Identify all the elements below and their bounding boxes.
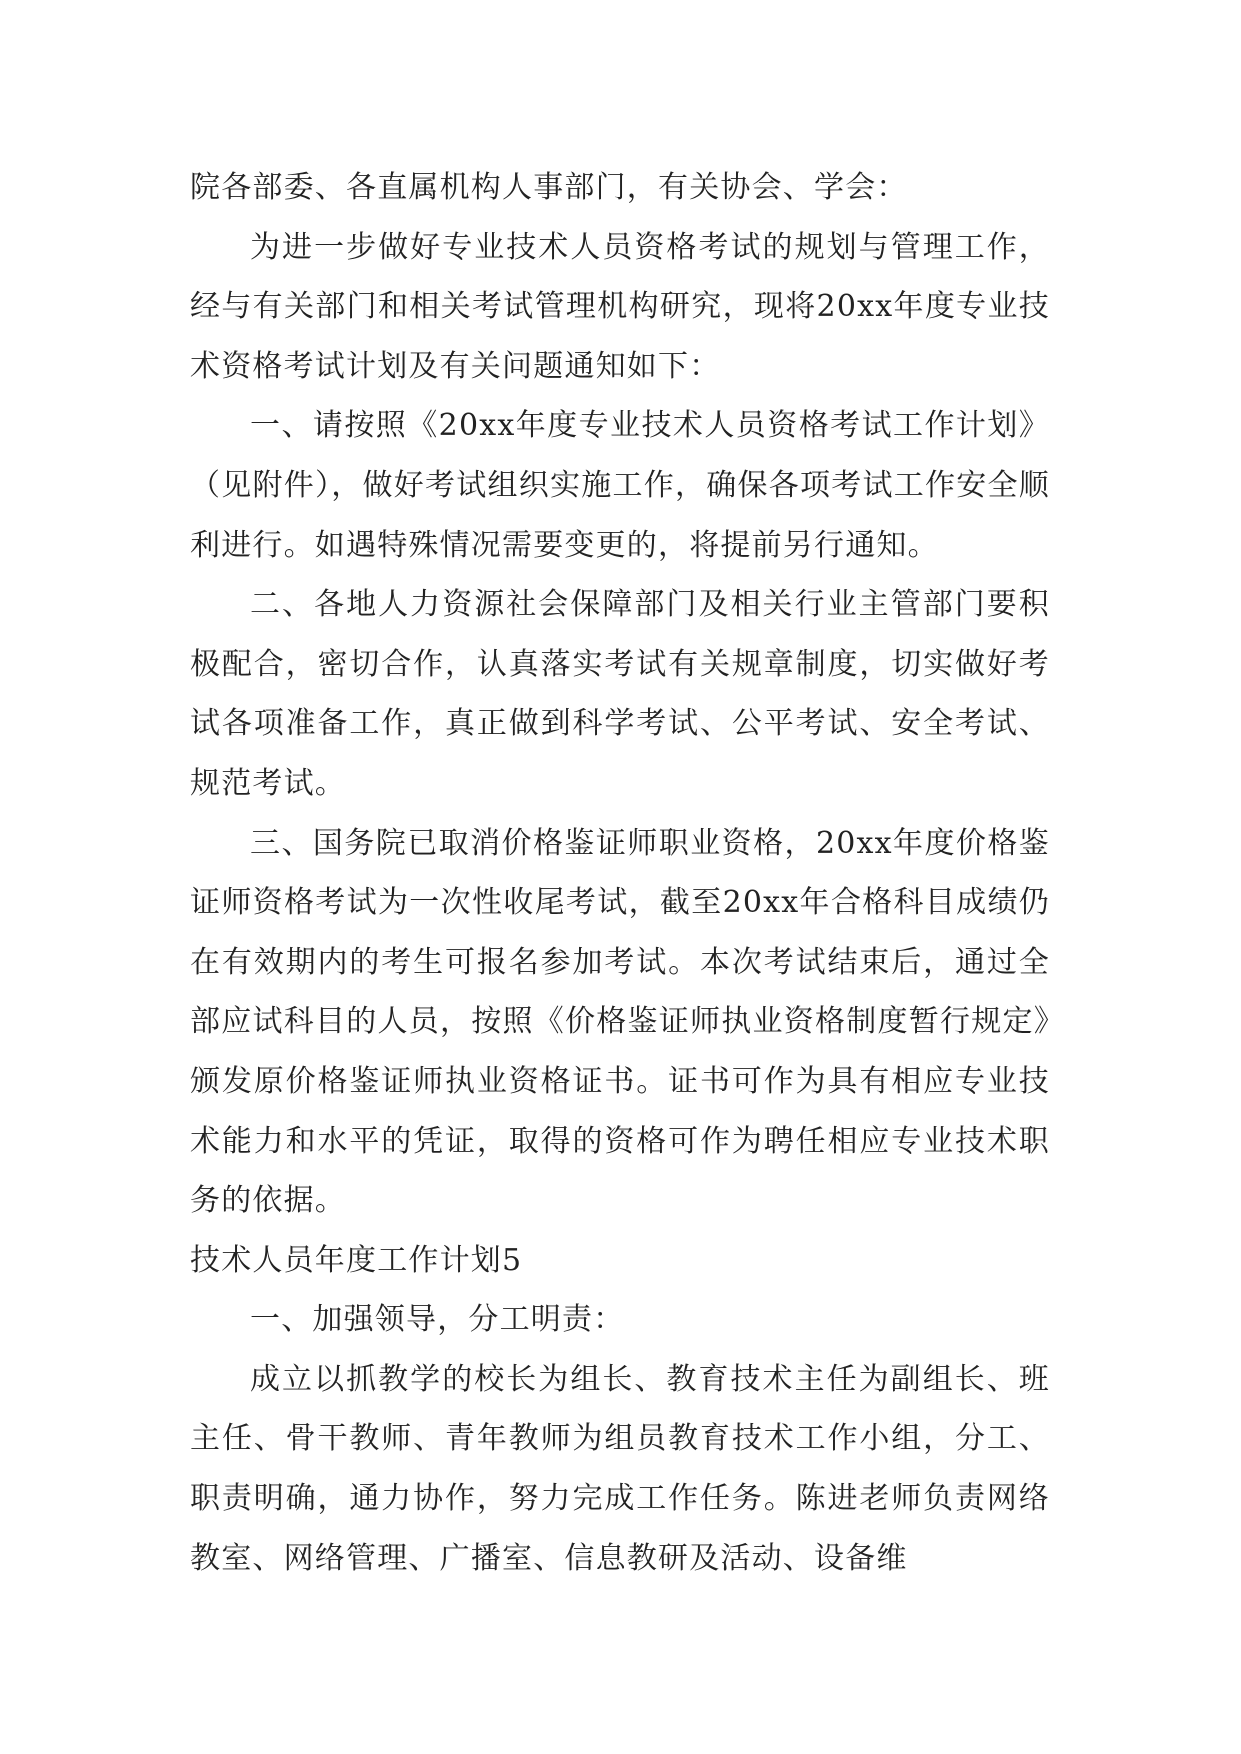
section-heading: 技术人员年度工作计划5 (190, 1242, 523, 1278)
salutation-paragraph: 院各部委、各直属机构人事部门，有关协会、学会： (190, 170, 908, 205)
body-paragraph-section: 成立以抓教学的校长为组长、教育技术主任为副组长、班主任、骨干教师、青年教师为组员教育技术工作小组，分工、职责明确，通力协作，努力完成工作任务。陈进老师负责网络教室、网络管理、广播室、信息教研及活动、设备维 (190, 1361, 1050, 1576)
body-paragraph-item-1: 一、请按照《20xx年度专业技术人员资格考试工作计划》（见附件），做好考试组织实施工作，确保各项考试工作安全顺利进行。如遇特殊情况需要变更的，将提前另行通知。 (190, 408, 1050, 563)
document-body (190, 158, 1050, 1588)
body-paragraph-intro: 为进一步做好专业技术人员资格考试的规划与管理工作，经与有关部门和相关考试管理机构研究，现将20xx年度专业技术资格考试计划及有关问题通知如下： (190, 229, 1050, 384)
body-paragraph-item-3: 三、国务院已取消价格鉴证师职业资格，20xx年度价格鉴证师资格考试为一次性收尾考试，截至20xx年合格科目成绩仍在有效期内的考生可报名参加考试。本次考试结束后，通过全部应试科目的人员，按照《价格鉴证师执业资格制度暂行规定》颁发原价格鉴证师执业资格证书。证书可作为具有相应专业技术能力和水平的凭证，取得的资格可作为聘任相应专业技术职务的依据。 (190, 825, 1050, 1219)
section-subheading: 一、加强领导，分工明责： (250, 1302, 625, 1338)
body-paragraph-item-2: 二、各地人力资源社会保障部门及相关行业主管部门要积极配合，密切合作，认真落实考试有关规章制度，切实做好考试各项准备工作，真正做到科学考试、公平考试、安全考试、规范考试。 (190, 587, 1050, 801)
